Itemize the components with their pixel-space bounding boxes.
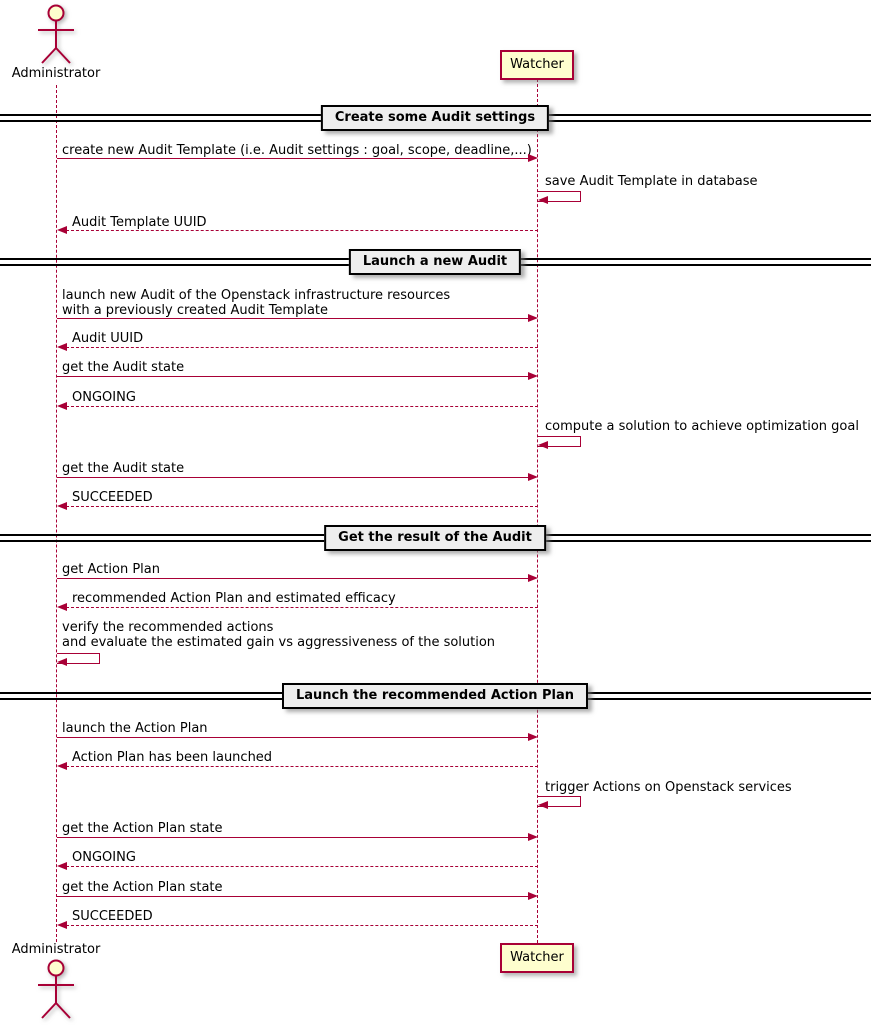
arrowhead-left-icon bbox=[57, 658, 67, 666]
arrowhead-left-icon bbox=[57, 502, 67, 510]
divider-get-result: Get the result of the Audit bbox=[324, 525, 546, 551]
divider-launch-new-audit: Launch a new Audit bbox=[349, 249, 521, 275]
message-text: SUCCEEDED bbox=[72, 909, 153, 924]
message-line bbox=[57, 158, 529, 159]
arrowhead-left-icon bbox=[57, 603, 67, 611]
arrowhead-left-icon bbox=[57, 921, 67, 929]
lifeline-administrator bbox=[56, 85, 57, 942]
arrowhead-left-icon bbox=[57, 762, 67, 770]
arrowhead-right-icon bbox=[528, 314, 538, 322]
message-line bbox=[66, 925, 538, 926]
message-text: SUCCEEDED bbox=[72, 490, 153, 505]
message-text: create new Audit Template (i.e. Audit settings : goal, scope, deadline,...) bbox=[62, 143, 532, 158]
arrowhead-right-icon bbox=[528, 473, 538, 481]
message-text: and evaluate the estimated gain vs aggressiveness of the solution bbox=[62, 635, 496, 650]
message-line bbox=[57, 837, 529, 838]
lifeline-watcher bbox=[537, 79, 538, 943]
message-text: get the Audit state bbox=[62, 360, 185, 375]
message-text: verify the recommended actions bbox=[62, 620, 274, 635]
message-text: compute a solution to achieve optimization goal bbox=[545, 419, 859, 434]
message-line bbox=[66, 230, 538, 231]
message-text: get the Audit state bbox=[62, 461, 185, 476]
arrowhead-right-icon bbox=[528, 372, 538, 380]
message-line bbox=[57, 376, 529, 377]
message-text: recommended Action Plan and estimated efficacy bbox=[72, 591, 396, 606]
arrowhead-left-icon bbox=[538, 196, 548, 204]
message-text: launch the Action Plan bbox=[62, 721, 208, 736]
arrowhead-right-icon bbox=[528, 833, 538, 841]
watcher-participant-bottom: Watcher bbox=[500, 943, 574, 973]
message-line bbox=[66, 607, 538, 608]
message-text: ONGOING bbox=[72, 390, 136, 405]
message-text: Audit Template UUID bbox=[72, 215, 207, 230]
divider-create-audit-settings: Create some Audit settings bbox=[321, 105, 549, 131]
message-text: with a previously created Audit Template bbox=[62, 303, 329, 318]
message-line bbox=[57, 477, 529, 478]
message-text: get the Action Plan state bbox=[62, 880, 223, 895]
administrator-label-bottom: Administrator bbox=[11, 942, 101, 957]
arrowhead-left-icon bbox=[57, 343, 67, 351]
message-line bbox=[57, 318, 529, 319]
message-text: Action Plan has been launched bbox=[72, 750, 273, 765]
message-text: ONGOING bbox=[72, 850, 136, 865]
arrowhead-left-icon bbox=[57, 862, 67, 870]
administrator-label-top: Administrator bbox=[11, 66, 101, 81]
message-line bbox=[66, 766, 538, 767]
arrowhead-left-icon bbox=[538, 801, 548, 809]
message-text: launch new Audit of the Openstack infrastructure resources bbox=[62, 288, 451, 303]
administrator-actor-icon bbox=[36, 958, 76, 1020]
arrowhead-right-icon bbox=[528, 154, 538, 162]
watcher-participant-top: Watcher bbox=[500, 50, 574, 80]
message-text: save Audit Template in database bbox=[545, 174, 758, 189]
message-line bbox=[57, 578, 529, 579]
arrowhead-left-icon bbox=[57, 402, 67, 410]
arrowhead-right-icon bbox=[528, 733, 538, 741]
divider-launch-action-plan: Launch the recommended Action Plan bbox=[282, 683, 588, 709]
message-text: Audit UUID bbox=[72, 331, 144, 346]
message-text: get the Action Plan state bbox=[62, 821, 223, 836]
message-line bbox=[57, 896, 529, 897]
message-line bbox=[66, 347, 538, 348]
arrowhead-right-icon bbox=[528, 574, 538, 582]
arrowhead-right-icon bbox=[528, 892, 538, 900]
message-line bbox=[57, 737, 529, 738]
administrator-actor-icon bbox=[36, 3, 76, 65]
arrowhead-left-icon bbox=[57, 226, 67, 234]
message-text: trigger Actions on Openstack services bbox=[545, 780, 792, 795]
message-line bbox=[66, 506, 538, 507]
message-text: get Action Plan bbox=[62, 562, 160, 577]
message-line bbox=[66, 866, 538, 867]
arrowhead-left-icon bbox=[538, 441, 548, 449]
message-line bbox=[66, 406, 538, 407]
